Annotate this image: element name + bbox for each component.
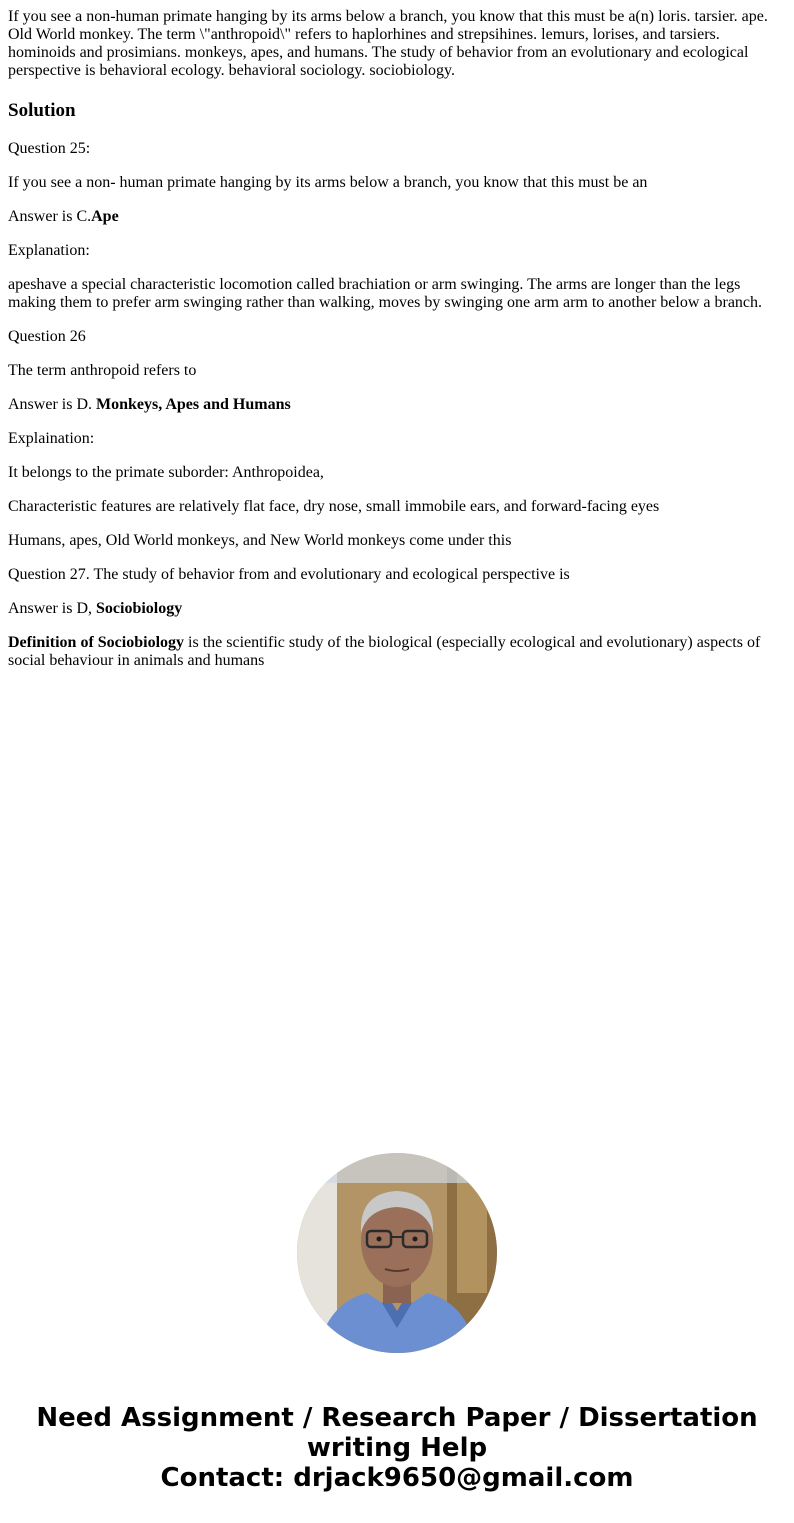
q27-label: Question 27. The study of behavior from and evolutionary and ecological perspective is xyxy=(8,566,570,583)
q25-text: If you see a non- human primate hanging by its arms below a branch, you know that this must be an xyxy=(8,174,648,191)
q25-explanation: apeshave a special characteristic locomotion called brachiation or arm swinging. The arms are longer than the legs making them to prefer arm swinging rather than walking, moves by swinging one arm arm to another below a branch. xyxy=(8,276,763,311)
question-text: If you see a non-human primate hanging by its arms below a branch, you know that this must be a(n) loris. tarsier. ape. Old World monkey. The term \"anthropoid\" refers to haplorhines and strepsihines. lemurs, lorises, and tarsiers. hominoids and prosimians. monkeys, apes, and humans. The study of behavior from an evolutionary and ecological perspective is behavioral ecology. behavioral sociology. sociobiology. xyxy=(8,8,768,79)
solution-heading: Solution xyxy=(8,100,76,121)
q27-definition-text: is the scientific study of the biological (especially ecological and evolutionary) aspects of social behaviour in animals and humans xyxy=(8,634,761,669)
q26-explanation-label: Explaination: xyxy=(8,430,95,447)
q26-line2: Characteristic features are relatively flat face, dry nose, small immobile ears, and forward-facing eyes xyxy=(8,498,660,515)
q25-label: Question 25: xyxy=(8,140,91,157)
q27-answer-prefix: Answer is D, xyxy=(8,600,96,617)
q27-answer-value: Sociobiology xyxy=(96,600,183,617)
q26-answer-value: Monkeys, Apes and Humans xyxy=(96,396,291,413)
q25-answer-prefix: Answer is C. xyxy=(8,208,92,225)
q27-definition-term: Definition of Sociobiology xyxy=(8,634,185,651)
q26-line3: Humans, apes, Old World monkeys, and New World monkeys come under this xyxy=(8,532,512,549)
q26-answer-prefix: Answer is D. xyxy=(8,396,96,413)
promo-line1: Need Assignment / Research Paper / Dissertation xyxy=(36,1403,758,1433)
q26-line1: It belongs to the primate suborder: Anthropoidea, xyxy=(8,464,324,481)
avatar xyxy=(297,1153,497,1353)
promo-contact: Contact: drjack9650@gmail.com xyxy=(160,1463,634,1493)
q25-explanation-label: Explanation: xyxy=(8,242,90,259)
avatar-portrait-icon xyxy=(297,1153,497,1353)
q26-text: The term anthropoid refers to xyxy=(8,362,197,379)
q27-definition xyxy=(8,634,778,670)
q27-answer xyxy=(8,600,778,618)
document-body xyxy=(8,8,778,686)
q26-answer xyxy=(8,396,778,414)
promo-line2: writing Help xyxy=(306,1433,488,1463)
q25-answer-value: Ape xyxy=(91,208,119,225)
q26-label: Question 26 xyxy=(8,328,86,345)
promo-banner xyxy=(0,1403,794,1493)
q25-answer xyxy=(8,208,778,226)
